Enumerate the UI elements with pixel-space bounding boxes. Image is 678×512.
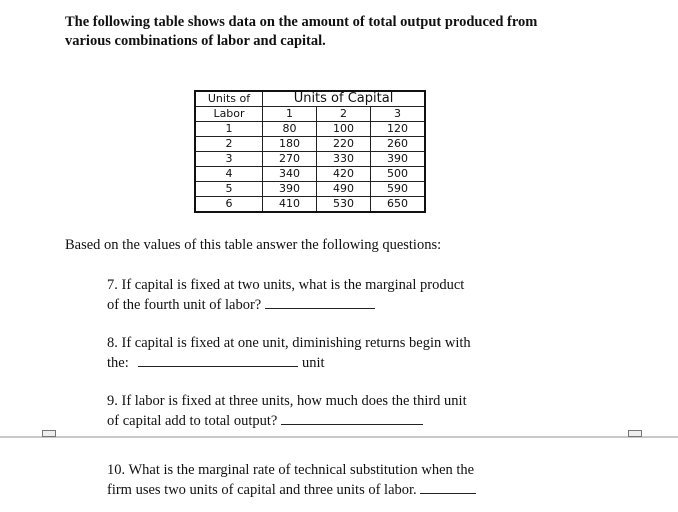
page-divider	[0, 436, 678, 438]
table-row	[195, 182, 425, 197]
output-cell: 390	[371, 152, 426, 167]
labor-cell: 3	[195, 152, 263, 167]
table-subheader-row	[195, 107, 425, 122]
instructions-text: Based on the values of this table answer the following questions:	[65, 237, 442, 253]
output-cell: 650	[371, 197, 426, 213]
question-line	[107, 480, 547, 500]
output-cell: 530	[317, 197, 371, 213]
output-cell: 340	[263, 167, 317, 182]
output-cell: 100	[317, 122, 371, 137]
question-line	[107, 353, 547, 373]
output-cell: 270	[263, 152, 317, 167]
question-7	[107, 276, 547, 315]
question-line	[107, 411, 547, 431]
table-row	[195, 137, 425, 152]
output-cell: 410	[263, 197, 317, 213]
table-row	[195, 152, 425, 167]
output-cell: 260	[371, 137, 426, 152]
table-row	[195, 167, 425, 182]
labor-header-bottom: Labor	[195, 107, 263, 122]
labor-cell: 4	[195, 167, 263, 182]
table-row	[195, 197, 425, 213]
output-cell: 390	[263, 182, 317, 197]
question-8	[107, 334, 547, 373]
labor-cell: 1	[195, 122, 263, 137]
labor-cell: 6	[195, 197, 263, 213]
question-text: unit	[302, 355, 325, 371]
page-break-right-icon	[626, 426, 644, 440]
output-cell: 490	[317, 182, 371, 197]
output-cell: 120	[371, 122, 426, 137]
question-text: firm uses two units of capital and three units of labor.	[107, 482, 417, 498]
output-cell: 420	[317, 167, 371, 182]
page-heading: The following table shows data on the amount of total output produced from various combinations of labor and capital.	[65, 14, 538, 49]
question-text: 7. If capital is fixed at two units, what is the marginal product	[107, 277, 465, 293]
question-text: 9. If labor is fixed at three units, how much does the third unit	[107, 393, 467, 409]
answer-blank[interactable]	[420, 480, 476, 494]
question-9	[107, 392, 547, 431]
question-text: of the fourth unit of labor?	[107, 297, 262, 313]
answer-blank[interactable]	[265, 295, 375, 309]
output-cell: 80	[263, 122, 317, 137]
answer-blank[interactable]	[138, 353, 298, 367]
question-text: 10. What is the marginal rate of technical substitution when the	[107, 462, 475, 478]
labor-cell: 5	[195, 182, 263, 197]
capital-unit-1: 1	[263, 107, 317, 122]
capital-header: Units of Capital	[263, 91, 426, 107]
question-10	[107, 461, 547, 500]
capital-unit-2: 2	[317, 107, 371, 122]
output-cell: 590	[371, 182, 426, 197]
question-text: the:	[107, 355, 129, 371]
question-text: of capital add to total output?	[107, 413, 278, 429]
page-break-left-icon	[40, 426, 58, 440]
table-row	[195, 122, 425, 137]
capital-unit-3: 3	[371, 107, 426, 122]
table-header-row	[195, 91, 425, 107]
output-cell: 220	[317, 137, 371, 152]
question-line	[107, 295, 547, 315]
labor-header-top: Units of	[195, 91, 263, 107]
labor-cell: 2	[195, 137, 263, 152]
output-cell: 180	[263, 137, 317, 152]
production-table	[194, 90, 426, 213]
answer-blank[interactable]	[281, 411, 423, 425]
output-cell: 330	[317, 152, 371, 167]
question-text: 8. If capital is fixed at one unit, diminishing returns begin with	[107, 335, 471, 351]
output-cell: 500	[371, 167, 426, 182]
